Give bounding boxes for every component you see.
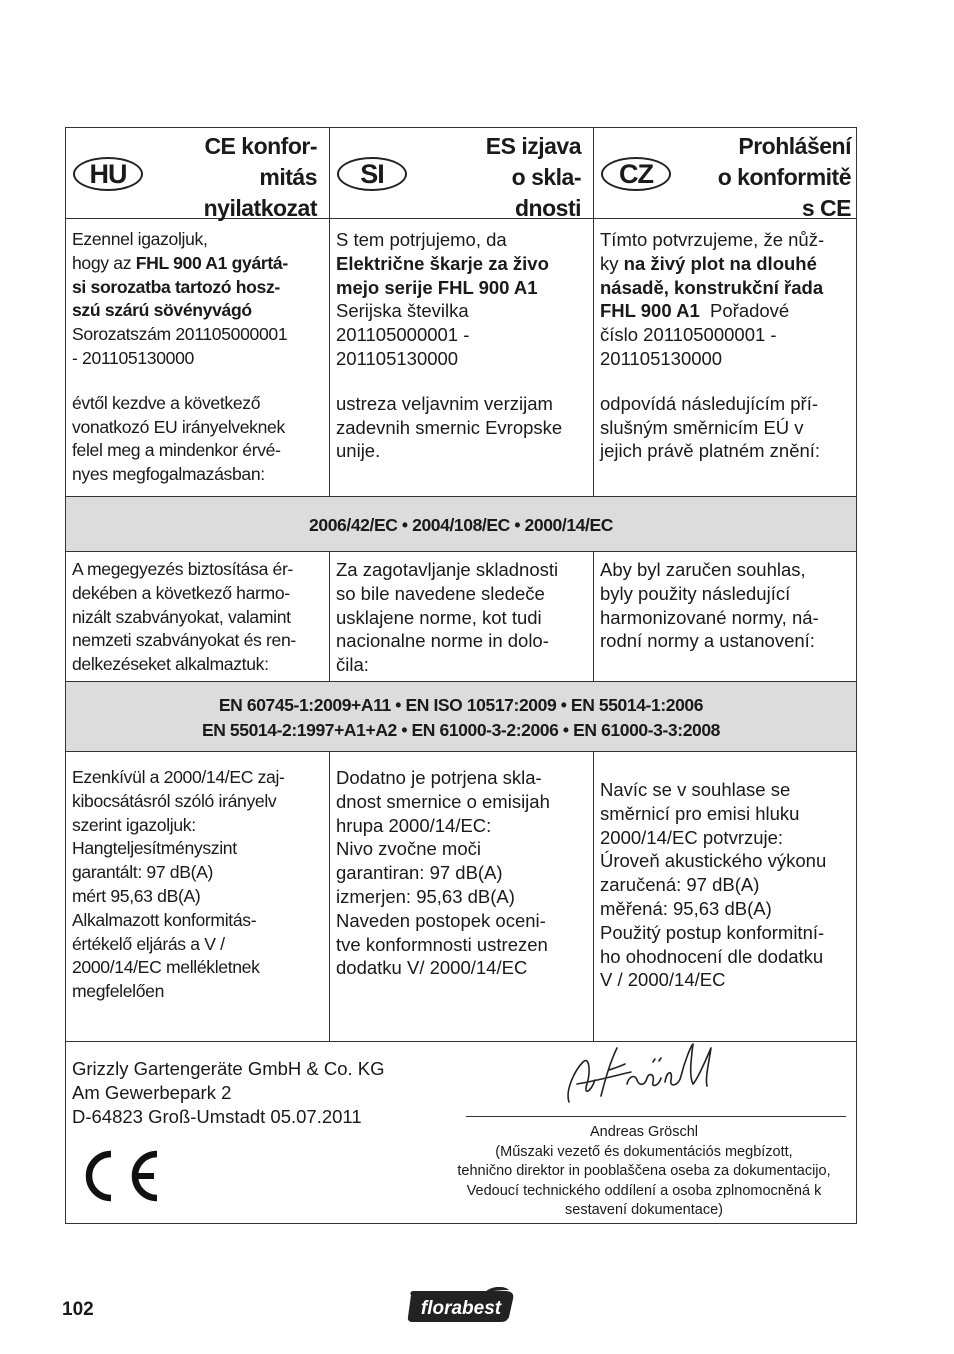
language-badge-si: SI — [337, 157, 407, 191]
text-line: Tímto potvrzujeme, že nůž- — [600, 229, 825, 250]
intro-text-si — [330, 228, 593, 463]
header-si — [330, 128, 593, 221]
svg-text:florabest: florabest — [420, 1298, 502, 1319]
text-line — [600, 371, 851, 392]
text-line: FHL 900 A1 Pořadové — [600, 300, 790, 322]
text-line: évtől kezdve a következő — [72, 392, 261, 413]
signature — [561, 1040, 721, 1112]
text-line: slušným směrnicím EÚ v — [600, 416, 804, 438]
page-number: 102 — [62, 1299, 94, 1320]
noise-text-si: Dodatno je potrjena skla- dnost smernice o emisijah hrupa 2000/14/EC: Nivo zvočne moči garantiran: 97 dB(A) izmerjen: 95,63 dB(A) Naveden postopek oceni- tve konformnosti ustrezen dodatku V/ 2000/14/EC — [336, 767, 550, 979]
standards-intro-hu: A megegyezés biztosítása ér- dekében a következő harmo- nizált szabványokat, valamint nemzeti szabványokat és ren- delkezéseket alkalmaztuk: — [72, 559, 296, 675]
text-line — [336, 371, 587, 392]
standards-intro-cz: Aby byl zaručen souhlas, byly použity následující harmonizované normy, ná- rodní normy a ustanovení: — [600, 559, 819, 652]
header-title-hu: CE konfor- mitás nyilatkozat — [203, 133, 317, 221]
ce-mark-icon — [78, 1146, 162, 1206]
text-line: - 201105130000 — [72, 347, 194, 368]
text-line: mejo serije FHL 900 A1 — [336, 276, 538, 298]
text-line: číslo 201105000001 - — [600, 324, 777, 346]
language-badge-hu: HU — [73, 157, 143, 191]
standards-intro-si: Za zagotavljanje skladnosti so bile navedene sledeče usklajene norme, kot tudi nacionalne norme in dolo- čila: — [336, 559, 559, 676]
text-line: hogy az FHL 900 A1 gyártá- — [72, 252, 288, 273]
text-line: násadě, konstrukční řada — [600, 276, 824, 298]
header-cz — [594, 128, 857, 221]
text-line: Serijska številka — [336, 300, 469, 322]
text-line: si sorozatba tartozó hosz- — [72, 276, 280, 297]
intro-text-hu — [66, 228, 329, 487]
company-address: Grizzly Gartengeräte GmbH & Co. KG Am Gewerbepark 2 D-64823 Groß-Umstadt 05.07.2011 — [72, 1058, 385, 1127]
language-badge-cz: CZ — [601, 157, 671, 191]
text-line — [72, 371, 323, 392]
row-divider — [66, 1041, 856, 1042]
text-line: 201105130000 — [600, 347, 723, 369]
intro-text-cz — [594, 228, 857, 463]
directives-band: 2006/42/EC • 2004/108/EC • 2000/14/EC — [66, 496, 856, 552]
text-line: unije. — [336, 440, 381, 462]
text-line: nyes megfogalmazásban: — [72, 464, 265, 485]
declaration-table — [65, 127, 857, 1224]
text-line: odpovídá následujícím pří- — [600, 392, 819, 414]
header-hu — [66, 128, 329, 221]
noise-text-cz: Navíc se v souhlase se směrnicí pro emisi hluku 2000/14/EC potvrzuje: Úroveň akustického výkonu zaručená: 97 dB(A) měřená: 95,63 dB(A) Použitý postup konformitní- ho ohodnocení dle dodatku V / 2000/14/EC — [600, 779, 827, 991]
text-line: Ezennel igazoljuk, — [72, 229, 208, 249]
text-line: Električne škarje za živo — [336, 252, 549, 274]
text-line: 201105130000 — [336, 347, 459, 369]
florabest-logo — [405, 1287, 517, 1325]
text-line: S tem potrjujemo, da — [336, 229, 507, 250]
header-title-si: ES izjava o skla- dnosti — [485, 133, 581, 221]
text-line: felel meg a mindenkor érvé- — [72, 440, 281, 461]
text-line: Sorozatszám 201105000001 — [72, 324, 288, 345]
text-line: ky na živý plot na dlouhé — [600, 252, 817, 274]
signature-line — [466, 1116, 846, 1117]
text-line: jejich právě platném znění: — [600, 440, 821, 462]
text-line: 201105000001 - — [336, 324, 470, 346]
noise-text-hu: Ezenkívül a 2000/14/EC zaj- kibocsátásról szóló irányelv szerint igazoljuk: Hangteljesítményszint garantált: 97 dB(A) mért 95,63 dB(A) Alkalmazott konformitás- értékelő eljárás a V / 2000/14/EC mellékletnek megfelelően — [72, 767, 285, 1002]
standards-band: EN 60745-1:2009+A11 • EN ISO 10517:2009 • EN 55014-1:2006 EN 55014-2:1997+A1+A2 • EN 61000-3-2:2006 • EN 61000-3-3:2008 — [66, 681, 856, 752]
header-title-cz: Prohlášení o konformitě s CE — [717, 133, 851, 221]
text-line: ustreza veljavnim verzijam — [336, 392, 553, 414]
text-line: zadevnih smernic Evropske — [336, 416, 563, 438]
text-line: vonatkozó EU irányelveknek — [72, 416, 285, 437]
text-line: szú szárú sövényvágó — [72, 300, 252, 321]
signer-details: Andreas Gröschl (Műszaki vezető és dokumentációs megbízott, tehnično direktor in pooblaščena oseba za dokumentacijo, Vedoucí technického oddílení a osoba zplnomocněná k sestavení dokumentace) — [457, 1124, 831, 1218]
